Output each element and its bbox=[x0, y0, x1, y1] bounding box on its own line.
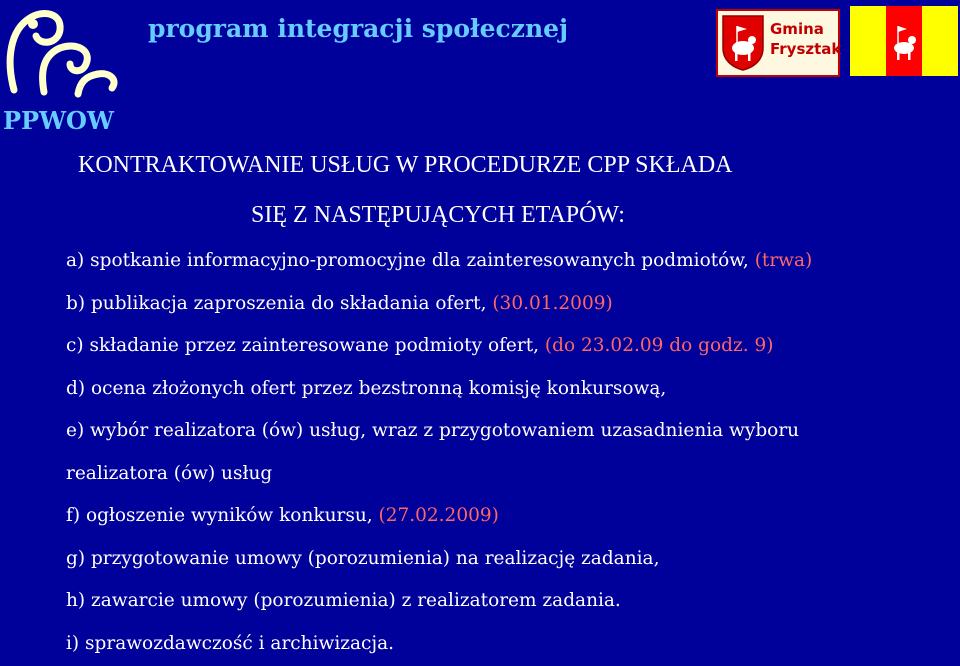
list-item bbox=[66, 410, 946, 453]
list-item bbox=[66, 368, 946, 411]
item-date: (27.02.2009) bbox=[378, 505, 499, 526]
coat-of-arms-icon bbox=[721, 14, 765, 72]
list-item bbox=[66, 240, 946, 283]
item-text: i) sprawozdawczość i archiwizacja. bbox=[66, 632, 395, 654]
gmina-name-line1: Gmina bbox=[770, 20, 824, 38]
list-item bbox=[66, 538, 946, 581]
ppwow-logo bbox=[0, 0, 130, 135]
gmina-flag bbox=[850, 6, 958, 76]
list-item bbox=[66, 283, 946, 326]
item-date: (trwa) bbox=[754, 250, 813, 271]
item-text: b) publikacja zaproszenia do składania ofert, bbox=[66, 292, 493, 314]
item-text: e) wybór realizatora (ów) usług, wraz z przygotowaniem uzasadnienia wyboru bbox=[66, 420, 800, 441]
item-text: a) spotkanie informacyjno-promocyjne dla zainteresowanych podmiotów, bbox=[66, 250, 755, 271]
list-item bbox=[66, 495, 946, 538]
gmina-name bbox=[770, 19, 841, 59]
list-item bbox=[66, 453, 946, 496]
item-text: g) przygotowanie umowy (porozumienia) na realizację zadania, bbox=[66, 547, 660, 569]
list-item bbox=[66, 623, 946, 666]
stages-list bbox=[66, 240, 946, 665]
item-text: d) ocena złożonych ofert przez bezstronną komisję konkursową, bbox=[66, 377, 667, 399]
logo-figures-icon bbox=[0, 0, 130, 110]
item-date: (30.01.2009) bbox=[492, 292, 613, 314]
main-content bbox=[66, 140, 946, 665]
item-text: h) zawarcie umowy (porozumienia) z realizatorem zadania. bbox=[66, 590, 621, 611]
flag-icon bbox=[850, 6, 958, 76]
gmina-name-line2: Frysztak bbox=[770, 40, 842, 58]
list-item bbox=[66, 580, 946, 623]
item-text: realizatora (ów) usług bbox=[66, 462, 273, 484]
logo-text: PPWOW bbox=[3, 106, 114, 135]
program-title: program integracji społecznej bbox=[148, 14, 569, 43]
gmina-emblem bbox=[716, 9, 840, 77]
list-item bbox=[66, 325, 946, 368]
item-text: f) ogłoszenie wyników konkursu, bbox=[66, 505, 379, 526]
heading-line-2: SIĘ Z NASTĘPUJĄCYCH ETAPÓW: bbox=[251, 202, 625, 228]
heading-line-1: KONTRAKTOWANIE USŁUG W PROCEDURZE CPP SKŁADA bbox=[78, 152, 733, 178]
item-text: c) składanie przez zainteresowane podmioty ofert, bbox=[66, 335, 545, 356]
item-date: (do 23.02.09 do godz. 9) bbox=[544, 335, 774, 356]
